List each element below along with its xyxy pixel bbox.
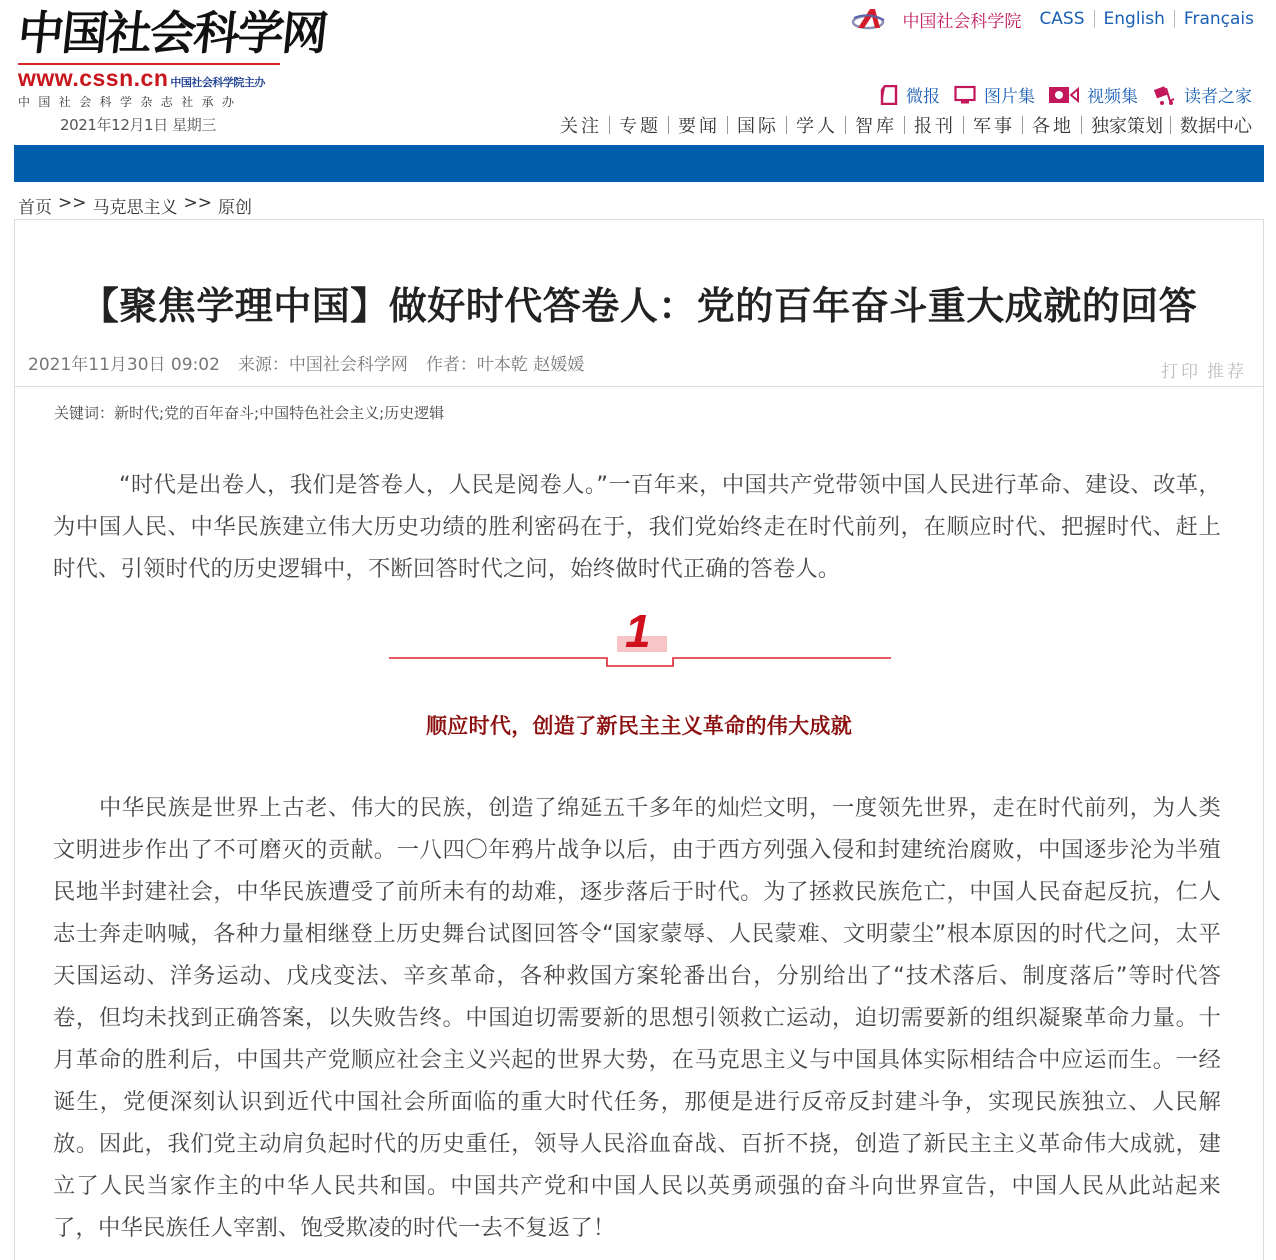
article-paragraph: 中华民族是世界上古老、伟大的民族，创造了绵延五千多年的灿烂文明，一度领先世界，走在时代前列，为人类文明进步作出了不可磨灭的贡献。一八四〇年鸦片战争以后，由于西方列强入侵和封建统治腐败，中国逐步沦为半殖民地半封建社会，中华民族遭受了前所未有的劫难，逐步落后于时代。为了拯救民族危亡，中国人民奋起反抗，仁人志士奔走呐喊，各种力量相继登上历史舞台试图回答令“国家蒙辱、人民蒙难、文明蒙尘”根本原因的时代之问，太平天国运动、洋务运动、戊戌变法、辛亥革命，各种救国方案轮番出台，分别给出了“技术落后、制度落后”等时代答卷，但均未找到正确答案，以失败告终。中国迫切需要新的思想引领救亡运动，迫切需要新的组织凝聚革命力量。十月革命的胜利后，中国共产党顺应社会主义兴起的世界大势，在马克思主义与中国具体实际相结合中应运而生。一经诞生，党便深刻认识到近代中国社会所面临的重大时代任务，那便是进行反帝反封建斗争，实现民族独立、人民解放。因此，我们党主动肩负起时代的历史重任，领导人民浴血奋战、百折不挠，创造了新民主主义革命伟大成就，建立了人民当家作主的中华人民共和国。中国共产党和中国人民以英勇顽强的奋斗向世界宣告，中国人民从此站起来了，中华民族任人宰割、饱受欺凌的时代一去不复返了！ (53, 795, 1221, 1241)
section-heading: 顺应时代，创造了新民主主义革命的伟大成就 (426, 714, 852, 738)
nav-item-baokan[interactable]: 报刊 (914, 116, 956, 137)
logo-sponsor: 中国社会科学院主办 (170, 76, 265, 89)
breadcrumb (18, 193, 252, 218)
logo-calligraphy: 中国社会科学网 (15, 6, 329, 60)
nav-item-guanzhu[interactable]: 关注 (560, 116, 602, 137)
cass-cn-link[interactable]: 中国社会科学院 (902, 11, 1022, 32)
cass-link[interactable]: CASS (1039, 9, 1085, 29)
article-source: 来源：中国社会科学网 (237, 355, 408, 375)
quick-link-photos[interactable] (954, 82, 1035, 107)
quick-links (866, 82, 1252, 107)
nav-item-data-center[interactable]: 数据中心 (1180, 116, 1252, 137)
divider (15, 386, 1263, 387)
nav-item-guoji[interactable]: 国际 (737, 116, 779, 137)
nav-item-xueren[interactable]: 学人 (796, 116, 838, 137)
nav-item-gedi[interactable]: 各地 (1032, 116, 1074, 137)
logo-url: www.cssn.cn (18, 65, 169, 91)
article-container (14, 219, 1264, 1260)
separator (845, 116, 846, 134)
breadcrumb-original[interactable]: 原创 (218, 198, 252, 218)
nav-item-zhuanti[interactable]: 专题 (619, 116, 661, 137)
print-button[interactable]: 打印 (1161, 362, 1201, 382)
article-title: 【聚焦学理中国】做好时代答卷人：党的百年奋斗重大成就的回答 (80, 284, 1198, 328)
site-logo[interactable] (15, 6, 329, 110)
main-nav (560, 112, 1252, 138)
nav-item-junshi[interactable]: 军事 (973, 116, 1015, 137)
separator (786, 116, 787, 134)
section-number-divider (389, 605, 891, 670)
quick-link-weibao[interactable] (880, 82, 940, 107)
separator (1174, 10, 1175, 28)
video-camera-icon (1049, 86, 1079, 104)
nav-item-yaowen[interactable]: 要闻 (678, 116, 720, 137)
breadcrumb-marxism[interactable]: 马克思主义 (92, 198, 178, 218)
separator (1170, 116, 1171, 134)
section-number: 1 (625, 605, 651, 657)
breadcrumb-home[interactable]: 首页 (18, 198, 52, 218)
cass-logo-icon[interactable] (850, 6, 890, 32)
separator (609, 116, 610, 134)
top-links (850, 6, 1254, 32)
separator (727, 116, 728, 134)
separator (1094, 10, 1095, 28)
article-author: 作者：叶本乾 赵媛媛 (425, 355, 585, 375)
separator (1022, 116, 1023, 134)
quick-link-label: 图片集 (984, 87, 1035, 107)
quick-link-videos[interactable] (1049, 82, 1138, 107)
separator (963, 116, 964, 134)
separator (904, 116, 905, 134)
nav-bar (14, 145, 1264, 182)
quick-link-label: 读者之家 (1184, 87, 1252, 107)
monitor-icon (954, 85, 976, 105)
article-paragraph: “时代是出卷人，我们是答卷人，人民是阅卷人。”一百年来，中国共产党带领中国人民进行革命、建设、改革，为中国人民、中华民族建立伟大历史功绩的胜利密码在于，我们党始终走在时代前列，在顺应时代、把握时代、赶上时代、引领时代的历史逻辑中，不断回答时代之问，始终做时代正确的答卷人。 (53, 472, 1221, 582)
nav-item-dujia[interactable]: 独家策划 (1091, 116, 1163, 137)
publish-datetime: 2021年11月30日 09:02 (28, 355, 220, 375)
article-meta (28, 350, 584, 375)
separator (1081, 116, 1082, 134)
article-keywords: 关键词：新时代;党的百年奋斗;中国特色社会主义;历史逻辑 (54, 404, 445, 422)
breadcrumb-separator: >> (183, 193, 212, 213)
english-link[interactable]: English (1103, 9, 1165, 29)
breadcrumb-separator: >> (58, 193, 87, 213)
tablet-icon (880, 85, 898, 105)
current-date: 2021年12月1日 星期三 (60, 116, 216, 134)
reader-cart-icon (1152, 84, 1176, 106)
quick-link-label: 视频集 (1087, 87, 1138, 107)
separator (668, 116, 669, 134)
quick-link-label: 微报 (906, 87, 940, 107)
logo-tagline: 中国社会科学杂志社承办 (18, 95, 243, 109)
french-link[interactable]: Français (1183, 9, 1254, 29)
recommend-button[interactable]: 推荐 (1207, 362, 1247, 382)
article-actions (1161, 357, 1247, 382)
quick-link-readers[interactable] (1152, 82, 1252, 107)
nav-item-zhiku[interactable]: 智库 (855, 116, 897, 137)
